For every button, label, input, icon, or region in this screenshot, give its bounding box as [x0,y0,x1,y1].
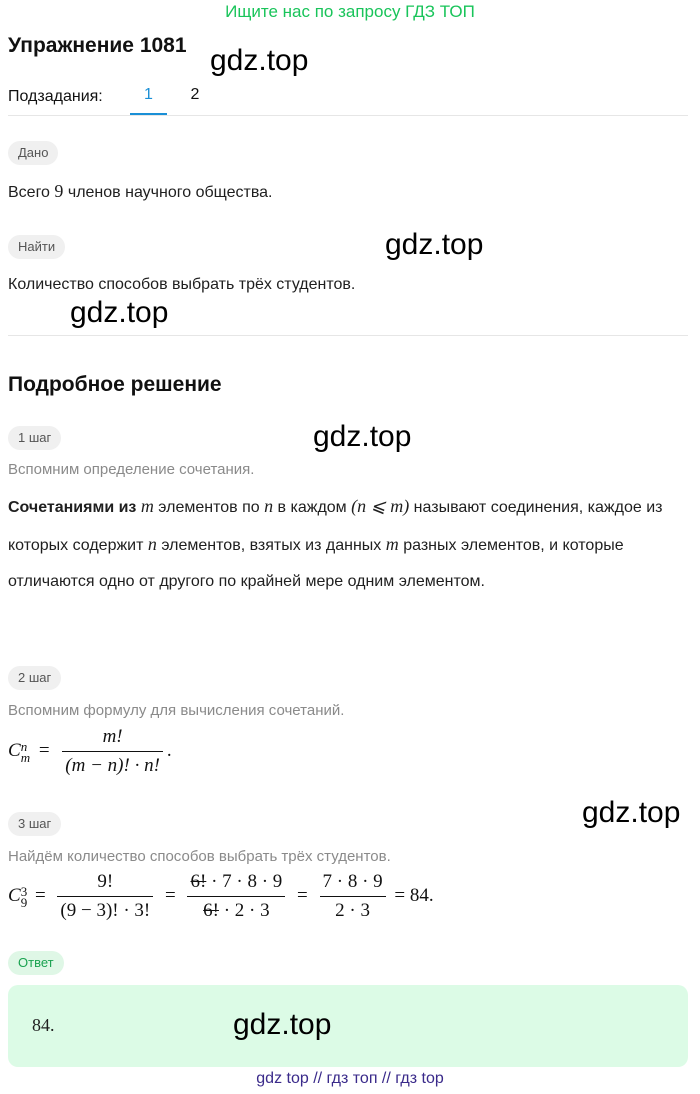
divider [8,335,688,336]
numerator [187,871,285,897]
combination-formula [8,726,172,777]
definition-term: Сочетаниями из [8,499,137,516]
equals: = [38,739,50,761]
answer-value: 84. [32,1015,55,1035]
promo-banner[interactable]: Ищите нас по запросу ГДЗ ТОП [225,2,475,21]
answer-box [8,985,688,1067]
watermark: gdz.top [385,228,484,261]
symbol-c: C [8,884,21,906]
fraction [62,726,163,777]
step3-badge: 3 шаг [8,812,61,836]
step1-hint: Вспомним определение сочетания. [8,461,255,478]
find-badge: Найти [8,235,65,259]
numerator: 9! [57,871,153,897]
tab-subtask-2[interactable]: 2 [190,86,200,103]
given-number: 9 [54,181,64,201]
subtasks-label: Подзадания: [8,88,103,105]
subscript: 9 [20,894,28,910]
given-badge: Дано [8,141,58,165]
step2-hint: Вспомним формулу для вычисления сочетаний. [8,702,345,719]
superscript: n [20,738,28,754]
equals: = [165,884,176,906]
given-text-after: членов научного общества. [67,184,273,201]
denominator [187,897,285,922]
watermark: gdz.top [70,296,169,329]
var-n: n [264,496,274,516]
denominator: (m − n)! · n! [65,755,160,776]
step2-badge: 2 шаг [8,666,61,690]
definition-part: называют соединения, каждое из которых содержит [8,499,663,554]
watermark: gdz.top [313,420,412,453]
subscript: m [20,749,31,765]
cancelled-term: 6! [203,900,219,921]
denominator: (9 − 3)! · 3! [60,900,151,921]
page-title: Упражнение 1081 [8,34,187,57]
watermark: gdz.top [210,44,309,77]
cancelled-term: 6! [190,871,207,892]
step1-definition [8,488,688,600]
given-text-before: Всего [8,184,50,201]
given-text [8,181,273,202]
watermark: gdz.top [233,1008,332,1041]
fraction [320,871,386,922]
calculation-formula [8,871,434,922]
denominator: 2 · 3 [335,900,370,921]
watermark: gdz.top [582,796,681,829]
var-n: n [147,534,157,554]
symbol-c: C [8,739,21,761]
equals: = [34,884,46,906]
definition-part: разных элементов, и которые отличаются одно от другого по крайней мере одним элементом. [8,537,624,590]
fraction [187,871,285,922]
find-text: Количество способов выбрать трёх студентов. [8,276,356,293]
denominator-rest: · 2 · 3 [218,900,270,921]
divider [8,115,688,116]
footer-links[interactable]: gdz top // гдз топ // гдз top [256,1070,444,1087]
step1-badge: 1 шаг [8,426,61,450]
result: = 84. [394,884,434,906]
solution-heading: Подробное решение [8,373,222,396]
step3-hint: Найдём количество способов выбрать трёх студентов. [8,848,391,865]
numerator-rest: · 7 · 8 · 9 [206,871,283,892]
var-m: m [140,496,154,516]
period: . [166,739,172,761]
definition-part: в каждом [277,499,347,516]
numerator: m! [62,726,163,752]
fraction [57,871,153,922]
superscript: 3 [20,883,28,899]
definition-part: элементов, взятых из данных [161,537,382,554]
condition: (n ⩽ m) [351,496,410,516]
var-m: m [385,534,399,554]
answer-badge: Ответ [8,951,64,975]
numerator: 7 · 8 · 9 [320,871,386,897]
definition-part: элементов по [158,499,260,516]
equals: = [297,884,308,906]
tab-subtask-1[interactable]: 1 [130,86,167,115]
